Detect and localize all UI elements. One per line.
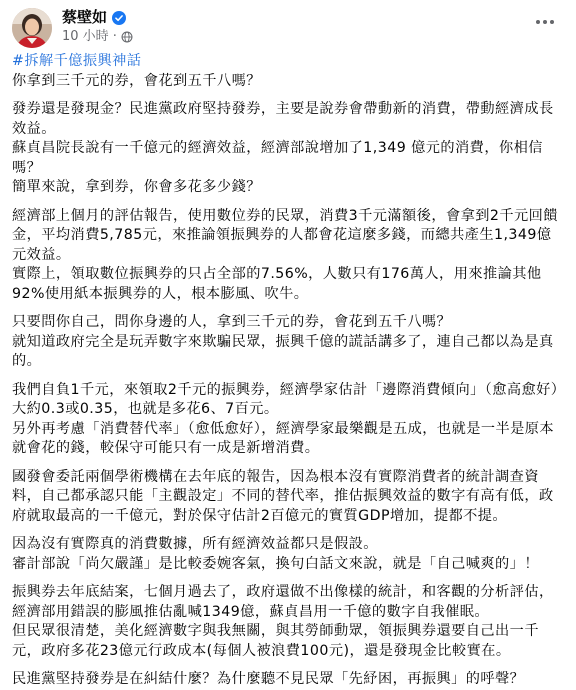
more-options-button[interactable] xyxy=(530,10,560,34)
post-header xyxy=(12,0,564,52)
post-paragraph xyxy=(12,535,564,574)
post-timestamp[interactable]: 10 小時 xyxy=(62,29,109,44)
more-options-icon xyxy=(535,19,555,25)
post-body xyxy=(12,52,564,690)
post-paragraph xyxy=(12,313,564,372)
post-line: 實際上，領取數位振興券的只占全部的7.56%，人數只有176萬人，用來推論其他92%使用紙本振興券的人，根本膨風、吹牛。 xyxy=(12,266,542,302)
post-meta xyxy=(62,29,133,45)
post-line: 你拿到三千元的券，會花到五千八嗎？ xyxy=(12,72,261,89)
author-avatar[interactable] xyxy=(12,8,52,48)
post-paragraph xyxy=(12,670,564,690)
verified-badge-icon xyxy=(112,11,126,25)
hashtag-link[interactable]: #拆解千億振興神話 xyxy=(12,53,142,69)
post-line: 蘇貞昌院長說有一千億元的經濟效益，經濟部說增加了1,349 億元的消費，你相信嗎？ xyxy=(12,140,543,176)
post-line: 只要問你自己，問你身邊的人，拿到三千元的券，會花到五千八嗎？ xyxy=(12,314,452,330)
post-line: 審計部說「尚欠嚴謹」是比較委婉客氣，換句白話文來說，就是「自己喊爽的」！ xyxy=(12,555,539,572)
author-name-text[interactable]: 蔡壁如 xyxy=(62,8,108,26)
post-line: 國發會委託兩個學術機構在去年底的報告，因為根本沒有實際消費者的統計調查資料，自己都承認只能「主觀設定」不同的替代率，推估振興效益的數字有高有低，政府就取最高的一千億元，對於保守估計2百億元的實質GDP增加，提都不提。 xyxy=(12,468,554,524)
post-line: 另外再考慮「消費替代率」（愈低愈好），經濟學家最樂觀是五成，也就是一半是原本就會花的錢，較保守可能只有一成是新增消費。 xyxy=(12,420,555,456)
avatar-portrait xyxy=(12,8,52,48)
post-line: 簡單來說，拿到券，你會多花多少錢？ xyxy=(12,179,261,195)
post-line: 振興券去年底結案，七個月過去了，政府還做不出像樣的統計，和客觀的分析評估，經濟部用錯誤的膨風推估亂喊1349億，蘇貞昌用一千億的數字自我催眠。 xyxy=(12,584,554,620)
post-paragraph xyxy=(12,207,564,305)
meta-separator: · xyxy=(112,29,117,44)
post-paragraph xyxy=(12,52,564,91)
post-paragraph xyxy=(12,583,564,661)
post-line: 經濟部上個月的評估報告，使用數位券的民眾，消費3千元滿額後，會拿到2千元回饋金，平均消費5,785元，來推論領振興券的人都會花這麼多錢，而總共產生1,349億元效益。 xyxy=(12,207,558,263)
post-line: 我們自負1千元，來領取2千元的振興券，經濟學家估計「邊際消費傾向」（愈高愈好）大約0.3或0.35，也就是多花6、7百元。 xyxy=(12,381,559,417)
globe-icon[interactable] xyxy=(121,31,133,43)
author-name[interactable] xyxy=(62,8,126,27)
post-paragraph xyxy=(12,468,564,527)
post-paragraph xyxy=(12,100,564,198)
post-line: 因為沒有實際真的消費數據，所有經濟效益都只是假設。 xyxy=(12,536,378,552)
post-line: 民進黨堅持發券是在糾結什麼？為什麼聽不見民眾「先紓困，再振興」的呼聲？ xyxy=(12,671,525,687)
post-line: 但民眾很清楚，美化經濟數字與我無關，與其勞師動眾，領振興券還要自己出一千元，政府多花23億元行政成本(每個人被浪費100元)，還是發現金比較實在。 xyxy=(12,623,539,659)
post-paragraph xyxy=(12,381,564,459)
post-line: 發券還是發現金？民進黨政府堅持發券，主要是說券會帶動新的消費，帶動經濟成長效益。 xyxy=(12,101,554,137)
post-line: 就知道政府完全是玩弄數字來欺騙民眾，振興千億的謊話講多了，連自己都以為是真的。 xyxy=(12,333,554,369)
